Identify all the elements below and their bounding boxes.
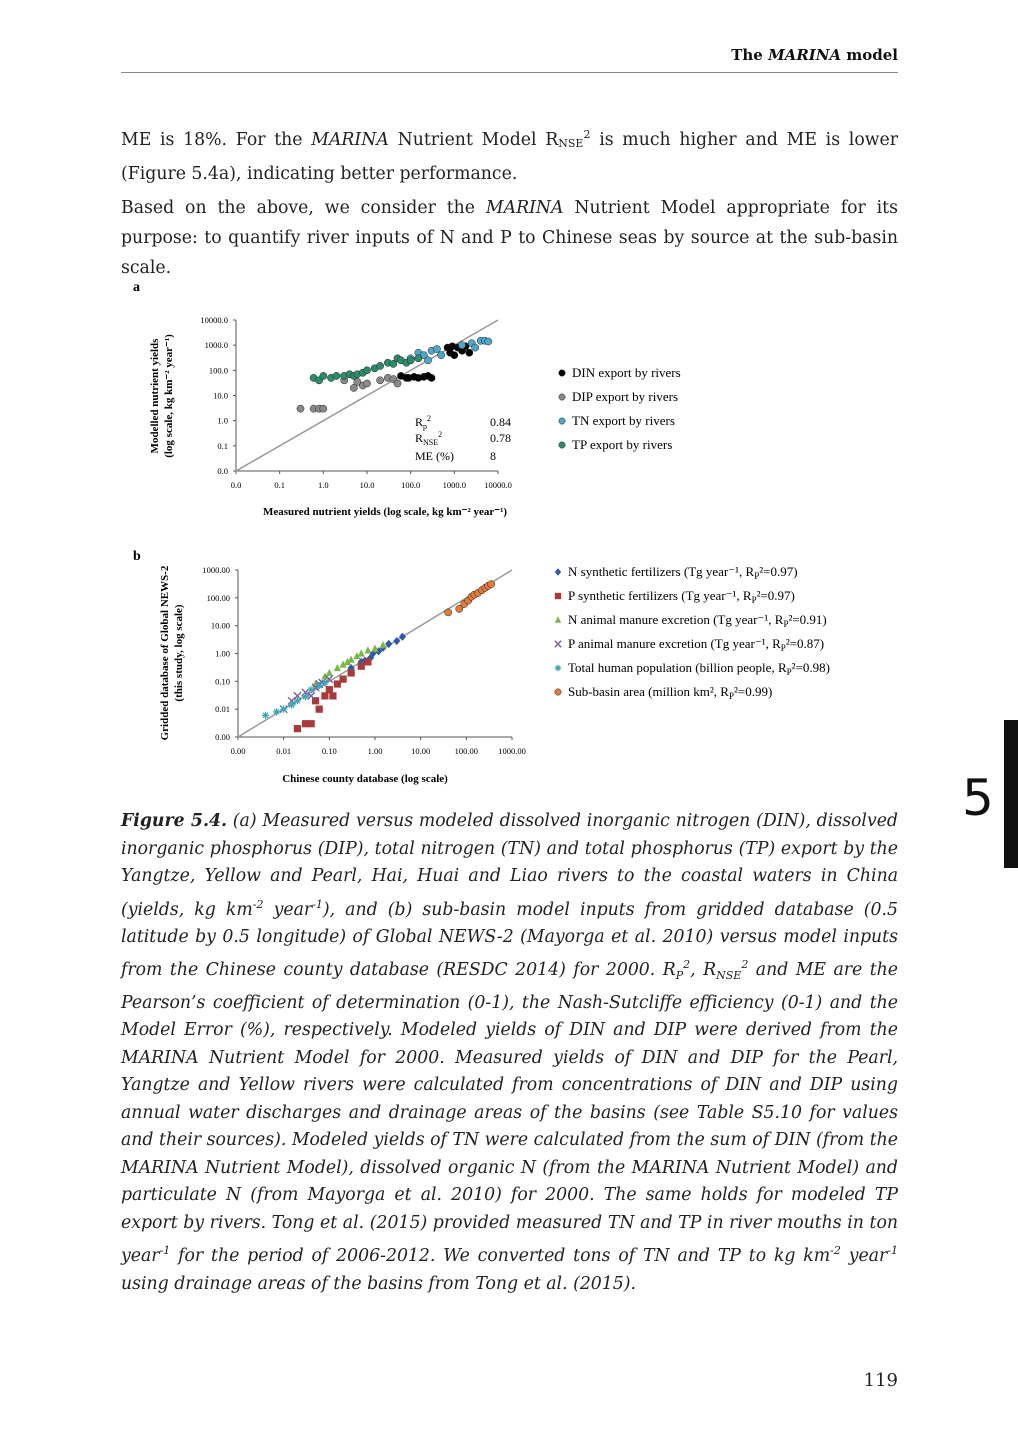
y-tick-label: 1.0 xyxy=(217,415,228,426)
data-point xyxy=(321,679,328,686)
data-point xyxy=(348,669,355,676)
data-point xyxy=(297,405,304,412)
data-point xyxy=(294,725,301,732)
stats-annotation-a xyxy=(415,414,511,463)
data-point xyxy=(320,405,327,412)
svg-text:ME (%): ME (%) xyxy=(415,449,454,463)
y-tick-label: 10.00 xyxy=(210,620,230,631)
one-to-one-line-a xyxy=(236,320,498,471)
x-tick-label: 100.00 xyxy=(454,746,479,756)
paragraph-2: Based on the above, we consider the MARINA Nutrient Model appropriate for its purpose: to quantify river inputs of N and P to Chinese seas by source at the sub-basin scale. xyxy=(121,198,898,278)
x-axis-label-b: Chinese county database (log scale) xyxy=(282,773,448,785)
data-point xyxy=(308,720,315,727)
x-tick-label: 0.1 xyxy=(274,480,285,490)
svg-text:Rp2: $R_p^2$ xyxy=(415,414,432,431)
y-axis-label-b-line1: Gridded database of Global NEWS-2 xyxy=(159,565,171,741)
x-tick-label: 10000.0 xyxy=(484,480,512,490)
x-tick-label: 0.00 xyxy=(230,746,246,756)
legend-marker xyxy=(555,641,561,647)
x-tick-label: 0.0 xyxy=(230,480,242,490)
y-tick-label: 0.01 xyxy=(215,704,230,715)
chart-panel-b xyxy=(159,564,830,785)
legend-label: Sub-basin area (million km², $R_P^2=0.99$) xyxy=(568,684,773,701)
data-point xyxy=(273,708,280,715)
data-point xyxy=(428,374,435,381)
legend-label: TP export by rivers xyxy=(572,437,673,452)
page-number: 119 xyxy=(863,1370,898,1391)
x-tick-label: 10.0 xyxy=(359,480,375,490)
chapter-tab xyxy=(1004,720,1018,868)
data-point xyxy=(363,367,370,374)
y-tick-label: 0.0 xyxy=(217,466,228,476)
legend-label: N synthetic fertilizers (Tg year⁻¹, $R_P^2=0.97$) xyxy=(568,564,798,581)
x-tick-label: 1000.00 xyxy=(498,746,526,756)
svg-text:0.78: 0.78 xyxy=(490,431,511,445)
figure-caption: Figure 5.4. (a) Measured versus modeled dissolved inorganic nitrogen (DIN), dissolved inorganic phosphorus (DIP), total nitrogen (TN) and total phosphorus (TP) export by the Yangtze, Yellow and Pearl, Hai, Huai and Liao rivers to the coastal waters in China (yields, kg $km^{-2}$ year$^{-1}$), and (b) sub-basin model inputs from gridded database (0.5 latitude by 0.5 longitude) of Global NEWS-2 (Mayorga et al. 2010) versus model inputs from the Chinese county database (RESDC 2014) for 2000. $R_P^2$, $R_{NSE}^2$ and ME are the Pearson’s coefficient of determination (0-1), the Nash-Sutcliffe efficiency (0-1) and the Model Error (%), respectively. Modeled yields of DIN and DIP were derived from the MARINA Nutrient Model for 2000. Measured yields of DIN and DIP for the Pearl, Yangtze and Yellow rivers were calculated from concentrations of DIN and DIP using annual water discharges and drainage areas of the basins (see Table S5.10 for values and their sources). Modeled yields of TN were calculated from the sum of DIN (from the MARINA Nutrient Model), dissolved organic N (from the MARINA Nutrient Model) and particulate N (from Mayorga et al. 2010) for 2000. The same holds for modeled TP export by rivers. Tong et al. (2015) provided measured TN and TP in river mouths in ton year$^{-1}$ for the period of 2006-2012. We converted tons of TN and TP to kg $km^{-2}$ year$^{-1}$ using drainage areas of the basins from Tong et al. (2015). xyxy=(121,811,899,1294)
legend-label: N animal manure excretion (Tg year⁻¹, $R_P^2=0.91$) xyxy=(568,612,827,629)
chapter-number: 5 xyxy=(962,769,994,827)
data-point xyxy=(403,374,410,381)
legend-label: DIN export by rivers xyxy=(572,365,681,380)
x-tick-label: 100.0 xyxy=(401,480,421,490)
legend-marker xyxy=(559,370,565,376)
y-tick-label: 10000.0 xyxy=(200,315,228,325)
data-point xyxy=(308,686,315,693)
legend-label: DIP export by rivers xyxy=(572,389,679,404)
legend-marker xyxy=(555,616,561,622)
legend-label: P synthetic fertilizers (Tg year⁻¹, $R_P^2=0.97$) xyxy=(568,588,795,605)
y-tick-label: 100.00 xyxy=(206,592,230,603)
svg-text:0.84: 0.84 xyxy=(490,415,511,429)
figure-5-4 xyxy=(0,270,1018,800)
data-point xyxy=(316,706,323,713)
data-point xyxy=(466,349,473,356)
data-point xyxy=(488,581,495,588)
data-point xyxy=(358,649,365,656)
data-point xyxy=(407,357,414,364)
data-point xyxy=(333,372,340,379)
data-point xyxy=(321,692,328,699)
legend-marker xyxy=(555,689,561,695)
data-point xyxy=(445,609,452,616)
x-tick-label: 10.00 xyxy=(411,746,431,756)
x-tick-label: 0.10 xyxy=(321,746,337,756)
data-point xyxy=(399,633,406,641)
data-point xyxy=(371,644,378,651)
x-tick-label: 1000.0 xyxy=(442,480,467,490)
panel-label-b: b xyxy=(133,549,141,564)
header-rule xyxy=(121,72,898,73)
legend-label: Total human population (billion people, $R_P^2=0.98$) xyxy=(568,660,830,677)
y-tick-label: 1000.00 xyxy=(202,565,230,575)
data-point xyxy=(458,342,465,349)
svg-text:8: 8 xyxy=(490,449,496,463)
legend-marker xyxy=(559,442,565,448)
data-point xyxy=(472,344,479,351)
data-point xyxy=(438,352,445,359)
data-point xyxy=(339,676,346,683)
data-point xyxy=(326,669,333,676)
data-point xyxy=(326,686,333,693)
legend-b xyxy=(555,564,830,701)
legend-marker xyxy=(559,394,565,400)
y-axis-label-a-line1: Modelled nutrient yields xyxy=(149,338,161,454)
y-axis-label-a-line2: (log scale, kg km⁻² year⁻¹) xyxy=(163,334,175,458)
x-tick-label: 0.01 xyxy=(276,746,292,756)
data-point xyxy=(424,357,431,364)
data-point xyxy=(320,372,327,379)
data-point xyxy=(394,380,401,387)
y-tick-label: 1.00 xyxy=(215,648,230,659)
legend-a xyxy=(559,365,681,452)
legend-marker xyxy=(559,418,565,424)
data-point xyxy=(415,355,422,362)
data-point xyxy=(379,641,386,648)
data-point xyxy=(377,362,384,369)
y-tick-label: 0.10 xyxy=(215,676,230,687)
svg-text:RNSE2: $R_{NSE}^2$ xyxy=(415,430,443,447)
data-point xyxy=(280,706,287,713)
y-tick-label: 100.0 xyxy=(208,365,228,376)
panel-label-a: a xyxy=(133,280,140,295)
y-axis-label-b-line2: (this study, log scale) xyxy=(173,604,185,702)
caption-label: Figure 5.4. xyxy=(121,811,227,831)
data-point xyxy=(288,701,295,708)
data-point xyxy=(358,663,365,670)
y-tick-label: 10.0 xyxy=(213,390,228,401)
data-point xyxy=(363,380,370,387)
y-tick-label: 0.1 xyxy=(217,440,228,451)
legend-marker xyxy=(555,568,561,575)
data-point xyxy=(433,345,440,352)
paragraph-1: ME is 18%. For the MARINA Nutrient Model RNSE$^2$ is much higher and ME is lower (Figure 5.4a), indicating better performance. xyxy=(121,128,899,184)
x-axis-label-a: Measured nutrient yields (log scale, kg km⁻² year⁻¹) xyxy=(262,506,508,518)
data-point xyxy=(364,646,371,653)
running-header: The MARINA model xyxy=(731,46,898,64)
data-point xyxy=(451,352,458,359)
data-point xyxy=(329,692,336,699)
x-tick-label: 1.0 xyxy=(318,480,329,490)
y-tick-label: 1000.0 xyxy=(204,340,228,351)
legend-marker xyxy=(555,665,561,671)
legend-marker xyxy=(555,593,561,599)
x-tick-label: 1.00 xyxy=(367,746,383,756)
y-tick-label: 0.00 xyxy=(215,732,230,742)
legend-label: TN export by rivers xyxy=(572,413,675,428)
data-point xyxy=(377,377,384,384)
data-point xyxy=(364,658,371,665)
legend-label: P animal manure excretion (Tg year⁻¹, $R_P^2=0.87$) xyxy=(568,636,825,653)
data-point xyxy=(485,338,492,345)
chart-panel-a xyxy=(149,315,681,518)
